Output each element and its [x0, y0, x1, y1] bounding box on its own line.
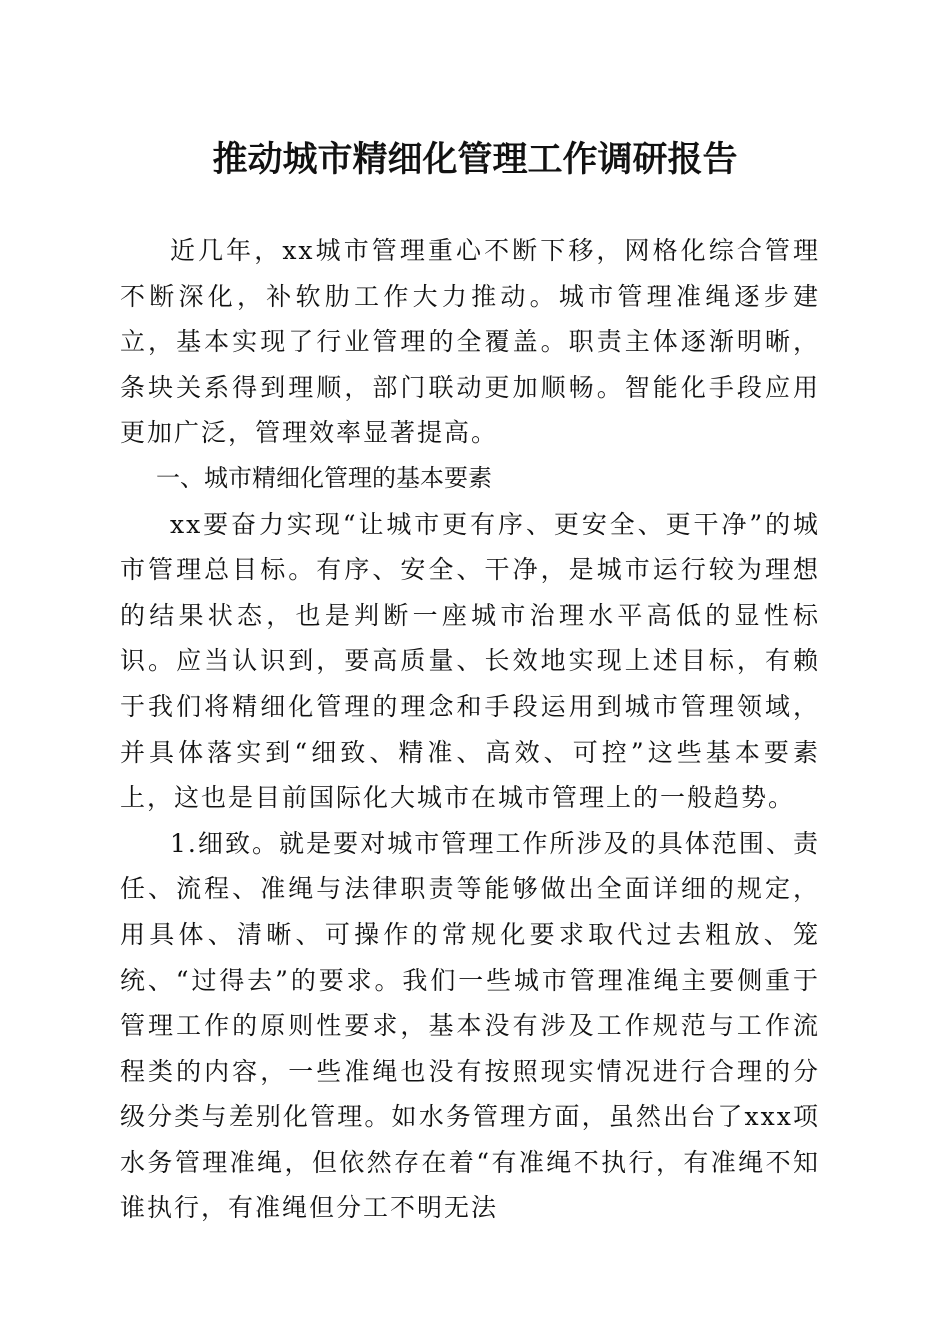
section-paragraph: xx要奋力实现“让城市更有序、更安全、更干净”的城市管理总目标。有序、安全、干净，是城市运行较为理想的结果状态，也是判断一座城市治理水平高低的显性标识。应当认识到，要高质量、长效地实现上述目标，有赖于我们将精细化管理的理念和手段运用到城市管理领域，并具体落实到“细致、精准、高效、可控”这些基本要素上，这也是目前国际化大城市在城市管理上的一般趋势。 — [120, 509, 820, 813]
section-heading-text: 一、城市精细化管理的基本要素 — [156, 463, 492, 492]
section-heading — [120, 456, 820, 502]
document-body — [120, 228, 820, 1231]
document-title: 推动城市精细化管理工作调研报告 — [212, 139, 738, 180]
intro-paragraph: 近几年，xx城市管理重心不断下移，网格化综合管理不断深化，补软肋工作大力推动。城市管理准绳逐步建立，基本实现了行业管理的全覆盖。职责主体逐渐明晰，条块关系得到理顺，部门联动更加顺畅。智能化手段应用更加广泛，管理效率显著提高。 — [120, 236, 820, 448]
item-paragraph: 1.细致。就是要对城市管理工作所涉及的具体范围、责任、流程、准绳与法律职责等能够做出全面详细的规定，用具体、清晰、可操作的常规化要求取代过去粗放、笼统、“过得去”的要求。我们一些城市管理准绳主要侧重于管理工作的原则性要求，基本没有涉及工作规范与工作流程类的内容，一些准绳也没有按照现实情况进行合理的分级分类与差别化管理。如水务管理方面，虽然出台了xxx项水务管理准绳，但依然存在着“有准绳不执行，有准绳不知谁执行，有准绳但分工不明无法 — [120, 828, 820, 1223]
